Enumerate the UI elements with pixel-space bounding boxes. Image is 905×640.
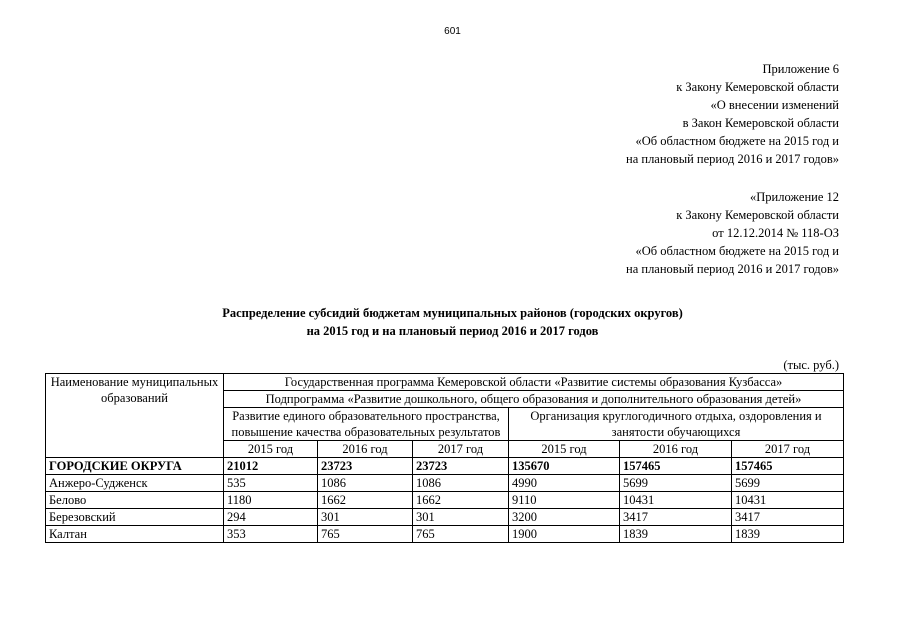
- table-cell: 301: [318, 509, 413, 526]
- row-name: ГОРОДСКИЕ ОКРУГА: [46, 458, 224, 475]
- table-cell: 3417: [620, 509, 732, 526]
- appendix-line: от 12.12.2014 № 118-ОЗ: [712, 226, 839, 240]
- appendix-line: «Об областном бюджете на 2015 год и: [635, 134, 839, 148]
- document-title: [0, 304, 905, 340]
- table-cell: 3417: [732, 509, 844, 526]
- table-cell: 23723: [413, 458, 509, 475]
- appendix-12-header: [626, 188, 839, 278]
- title-line-1: Распределение субсидий бюджетам муниципальных районов (городских округов): [222, 306, 683, 320]
- table-cell: 1839: [620, 526, 732, 543]
- appendix-line: на плановый период 2016 и 2017 годов»: [626, 262, 839, 276]
- table-cell: 4990: [509, 475, 620, 492]
- table-cell: 353: [224, 526, 318, 543]
- title-line-2: на 2015 год и на плановый период 2016 и 2017 годов: [306, 324, 599, 338]
- table-cell: 301: [413, 509, 509, 526]
- row-name: Калтан: [46, 526, 224, 543]
- year-header: 2016 год: [318, 441, 413, 458]
- table-cell: 135670: [509, 458, 620, 475]
- table-row: [46, 526, 844, 543]
- table-row: [46, 509, 844, 526]
- appendix-6-header: [626, 60, 839, 168]
- row-name: Березовский: [46, 509, 224, 526]
- table-row: [46, 492, 844, 509]
- table-cell: 1662: [413, 492, 509, 509]
- subsidy-table: [45, 373, 844, 543]
- table-cell: 157465: [620, 458, 732, 475]
- appendix-line: «О внесении изменений: [710, 98, 839, 112]
- appendix-line: «Об областном бюджете на 2015 год и: [635, 244, 839, 258]
- table-cell: 3200: [509, 509, 620, 526]
- table-cell: 21012: [224, 458, 318, 475]
- table-cell: 294: [224, 509, 318, 526]
- appendix-line: Приложение 6: [762, 62, 839, 76]
- table-cell: 1086: [318, 475, 413, 492]
- appendix-line: на плановый период 2016 и 2017 годов»: [626, 152, 839, 166]
- table-cell: 5699: [620, 475, 732, 492]
- appendix-line: к Закону Кемеровской области: [676, 208, 839, 222]
- table-cell: 9110: [509, 492, 620, 509]
- year-header: 2016 год: [620, 441, 732, 458]
- unit-note: (тыс. руб.): [783, 358, 839, 372]
- appendix-line: в Закон Кемеровской области: [682, 116, 839, 130]
- table-row: [46, 458, 844, 475]
- measure-2-header: Организация круглогодичного отдыха, оздоровления и занятости обучающихся: [509, 408, 844, 441]
- table-cell: 1900: [509, 526, 620, 543]
- name-column-header: Наименование муниципальных образований: [46, 374, 224, 458]
- program-header: Государственная программа Кемеровской области «Развитие системы образования Кузбасса»: [224, 374, 844, 391]
- subprogram-header: Подпрограмма «Развитие дошкольного, общего образования и дополнительного образования детей»: [224, 391, 844, 408]
- table-cell: 765: [318, 526, 413, 543]
- table-cell: 10431: [620, 492, 732, 509]
- table-cell: 10431: [732, 492, 844, 509]
- table-cell: 1086: [413, 475, 509, 492]
- measure-1-header: Развитие единого образовательного пространства, повышение качества образовательных результатов: [224, 408, 509, 441]
- year-header: 2017 год: [413, 441, 509, 458]
- table-cell: 1662: [318, 492, 413, 509]
- table-row: [46, 475, 844, 492]
- table-cell: 23723: [318, 458, 413, 475]
- appendix-line: «Приложение 12: [750, 190, 839, 204]
- year-header: 2017 год: [732, 441, 844, 458]
- year-header: 2015 год: [509, 441, 620, 458]
- row-name: Белово: [46, 492, 224, 509]
- table-cell: 1180: [224, 492, 318, 509]
- table-cell: 765: [413, 526, 509, 543]
- table-cell: 535: [224, 475, 318, 492]
- year-header: 2015 год: [224, 441, 318, 458]
- page-number: 601: [444, 26, 461, 37]
- table-cell: 5699: [732, 475, 844, 492]
- appendix-line: к Закону Кемеровской области: [676, 80, 839, 94]
- table-cell: 157465: [732, 458, 844, 475]
- table-cell: 1839: [732, 526, 844, 543]
- row-name: Анжеро-Судженск: [46, 475, 224, 492]
